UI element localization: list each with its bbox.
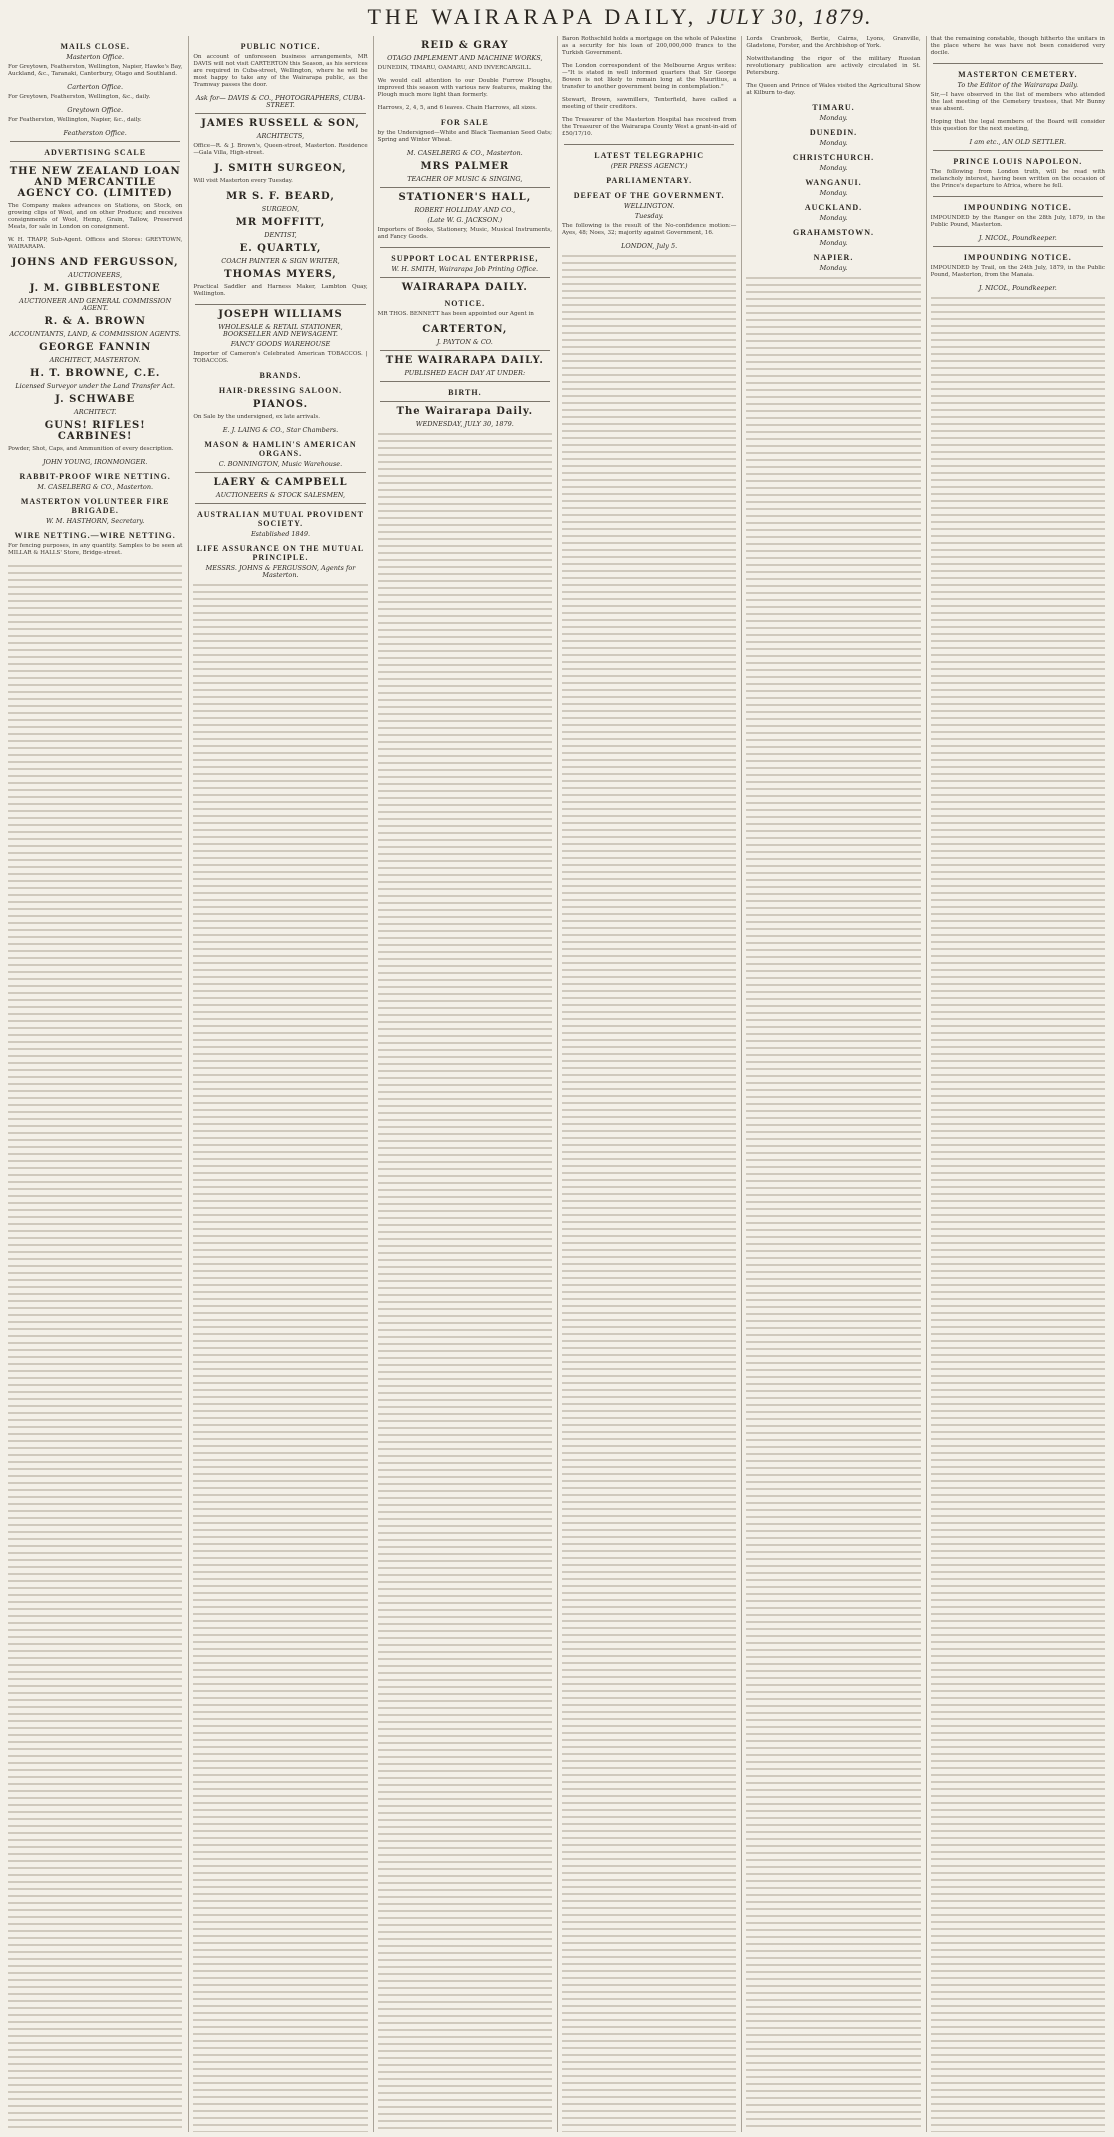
article-text: The following is the result of the No-confidence motion:—Ayes, 48; Noes, 32; majority against Government, 16. xyxy=(562,223,737,236)
subheading: Tuesday. xyxy=(634,212,664,220)
subheading: Ask for— DAVIS & CO., PHOTOGRAPHERS, CUBA-STREET. xyxy=(195,94,366,109)
heading: DEFEAT OF THE GOVERNMENT. xyxy=(573,191,725,200)
heading: WIRE NETTING.—WIRE NETTING. xyxy=(14,531,176,540)
subheading: J. NICOL, Poundkeeper. xyxy=(978,284,1057,292)
subheading: AUCTIONEERS, xyxy=(68,271,123,279)
column-rule xyxy=(933,150,1103,151)
article-text: IMPOUNDED by the Ranger on the 28th July, 1879, in the Public Pound, Masterton. xyxy=(930,215,1105,228)
heading: TIMARU. xyxy=(812,103,855,112)
subheading: Carterton Office. xyxy=(67,83,124,91)
column-rule xyxy=(380,187,550,188)
subheading: ARCHITECT. xyxy=(74,408,117,416)
heading: H. T. BROWNE, C.E. xyxy=(30,368,161,379)
heading: MR MOFFITT, xyxy=(235,217,326,228)
subheading: (PER PRESS AGENCY.) xyxy=(610,162,688,170)
column-rule xyxy=(933,196,1103,197)
column-rule xyxy=(380,401,550,402)
article-text: Baron Rothschild holds a mortgage on the whole of Palestine as a security for his loan of 200,000,000 francs to the Turkish Government. xyxy=(562,36,737,56)
article-text: The following from London truth, will be read with melancholy interest, having been written on the occasion of the Prince's departure to Africa, where he fell. xyxy=(930,169,1105,189)
article-text: W. H. TRAPP, Sub-Agent. Offices and Stores: GREYTOWN, WAIRARAPA. xyxy=(8,237,183,250)
heading: GRAHAMSTOWN. xyxy=(793,228,874,237)
subheading: ARCHITECTS, xyxy=(256,132,305,140)
subheading: Monday. xyxy=(819,139,848,147)
column-rule xyxy=(380,381,550,382)
subheading: Established 1849. xyxy=(250,530,311,538)
heading: PARLIAMENTARY. xyxy=(606,176,693,185)
subheading: SURGEON, xyxy=(261,205,300,213)
heading: BIRTH. xyxy=(448,388,482,397)
heading: CHRISTCHURCH. xyxy=(792,153,875,162)
heading: JOSEPH WILLIAMS xyxy=(218,309,343,320)
heading: R. & A. BROWN xyxy=(44,316,146,327)
heading: MAILS CLOSE. xyxy=(60,42,130,51)
heading: AUSTRALIAN MUTUAL PROVIDENT SOCIETY. xyxy=(196,510,364,528)
subheading: Monday. xyxy=(819,164,848,172)
column-rule xyxy=(564,144,734,145)
article-text: On Sale by the undersigned, ex late arrivals. xyxy=(193,414,320,420)
column-4 xyxy=(557,36,740,2132)
subheading: DENTIST, xyxy=(264,231,297,239)
heading: J. SMITH SURGEON, xyxy=(214,163,347,174)
heading: GUNS! RIFLES! CARBINES! xyxy=(44,420,146,442)
subheading: W. M. HASTHORN, Secretary. xyxy=(46,517,145,525)
text-texture xyxy=(931,295,1105,2132)
heading: THE NEW ZEALAND LOAN AND MERCANTILE AGENCY CO. (LIMITED) xyxy=(9,166,181,199)
subheading: WEDNESDAY, JULY 30, 1879. xyxy=(415,420,514,428)
masthead-date: JULY 30, 1879. xyxy=(706,4,873,29)
heading: PRINCE LOUIS NAPOLEON. xyxy=(953,157,1083,166)
article-text: The London correspondent of the Melbourne Argus writes:—"It is stated in well informed quarters that Sir George Bowen is not likely to remain long at the Mauritius, a transfer to another government being in contemplation." xyxy=(562,63,737,90)
column-rule xyxy=(380,350,550,351)
subheading: E. J. LAING & CO., Star Chambers. xyxy=(222,426,339,434)
heading: THE WAIRARAPA DAILY. xyxy=(385,355,544,366)
text-texture xyxy=(193,582,367,2132)
subheading: W. H. SMITH, Wairarapa Job Printing Office. xyxy=(391,265,539,273)
heading: MASON & HAMLIN'S AMERICAN ORGANS. xyxy=(204,440,357,458)
heading: JAMES RUSSELL & SON, xyxy=(201,118,360,129)
heading: MASTERTON VOLUNTEER FIRE BRIGADE. xyxy=(20,497,170,515)
heading: E. QUARTLY, xyxy=(239,243,322,254)
subheading: M. CASELBERG & CO., Masterton. xyxy=(406,149,523,157)
article-text: Practical Saddler and Harness Maker, Lambton Quay, Wellington. xyxy=(193,284,368,297)
subheading: TEACHER OF MUSIC & SINGING, xyxy=(407,175,523,183)
column-rule xyxy=(380,247,550,248)
text-texture xyxy=(378,431,552,2132)
subheading: PUBLISHED EACH DAY AT UNDER: xyxy=(404,369,526,377)
subheading: ARCHITECT, MASTERTON. xyxy=(49,356,141,364)
column-rule xyxy=(195,304,365,305)
article-text: Importer of Cameron's Celebrated American TOBACCOS. | TOBACCOS. xyxy=(193,351,368,364)
heading: MRS PALMER xyxy=(420,161,510,172)
column-rule xyxy=(10,161,180,162)
subheading: I am etc., AN OLD SETTLER. xyxy=(969,138,1067,146)
heading: PUBLIC NOTICE. xyxy=(240,42,321,51)
heading: The Wairarapa Daily. xyxy=(396,406,534,417)
article-text: Lords Cranbrook, Bertie, Cairns, Lyons, Granville, Gladstone, Forster, and the Archbishop of York. xyxy=(746,36,921,49)
article-text: For fencing purposes, in any quantity. Samples to be seen at MILLAR & HALLS' Store, Bridge-street. xyxy=(8,543,183,556)
article-text: IMPOUNDED by Trail, on the 24th July, 1879, in the Public Pound, Masterton, from the Manaia. xyxy=(930,265,1105,278)
heading: REID & GRAY xyxy=(421,40,509,51)
article-text: Importers of Books, Stationery, Music, Musical Instruments, and Fancy Goods. xyxy=(377,227,552,240)
heading: MR S. F. BEARD, xyxy=(226,191,335,202)
column-rule xyxy=(195,472,365,473)
article-text: We would call attention to our Double Furrow Ploughs, improved this season with various new features, making the Plough much more light than formerly. xyxy=(377,78,552,98)
column-5 xyxy=(741,36,924,2132)
column-rule xyxy=(380,277,550,278)
article-text: MR THOS. BENNETT has been appointed our Agent in xyxy=(377,311,534,317)
column-2 xyxy=(188,36,371,2132)
article-text: Harrows, 2, 4, 5, and 6 leaves. Chain Harrows, all sizes. xyxy=(377,105,537,111)
article-text: Stewart, Brown, sawmillers, Tenterfield, have called a meeting of their creditors. xyxy=(562,97,737,110)
subheading: MESSRS. JOHNS & FERGUSSON, Agents for Masterton. xyxy=(205,564,356,579)
column-rule xyxy=(195,113,365,114)
subheading: WHOLESALE & RETAIL STATIONER, BOOKSELLER AND NEWSAGENT. xyxy=(218,323,343,338)
masthead-title: THE WAIRARAPA DAILY, xyxy=(367,4,698,29)
subheading: Monday. xyxy=(819,114,848,122)
article-text: Will visit Masterton every Tuesday. xyxy=(193,178,293,184)
columns-container xyxy=(4,36,1110,2132)
article-text: The Queen and Prince of Wales visited the Agricultural Show at Kilburn to-day. xyxy=(746,83,921,96)
heading: NOTICE. xyxy=(444,299,486,308)
heading: MASTERTON CEMETERY. xyxy=(958,70,1078,79)
subheading: Monday. xyxy=(819,189,848,197)
heading: WANGANUI. xyxy=(805,178,862,187)
article-text: DUNEDIN, TIMARU, OAMARU, AND INVERCARGILL. xyxy=(377,65,532,71)
subheading: Licensed Surveyor under the Land Transfer Act. xyxy=(15,382,175,390)
heading: GEORGE FANNIN xyxy=(39,342,152,353)
subheading: ACCOUNTANTS, LAND, & COMMISSION AGENTS. xyxy=(9,330,181,338)
article-text: Hoping that the legal members of the Board will consider this question for the next meeting, xyxy=(930,119,1105,132)
article-text: For Featherston, Wellington, Napier, &c., daily. xyxy=(8,117,142,123)
heading: LIFE ASSURANCE ON THE MUTUAL PRINCIPLE. xyxy=(196,544,365,562)
subheading: LONDON, July 5. xyxy=(621,242,678,250)
heading: SUPPORT LOCAL ENTERPRISE, xyxy=(391,254,539,263)
article-text: For Greytown, Featherston, Wellington, &c., daily. xyxy=(8,94,151,100)
heading: J. M. GIBBLESTONE xyxy=(29,283,161,294)
column-rule xyxy=(933,63,1103,64)
article-text: Powder, Shot, Caps, and Ammunition of every description. xyxy=(8,446,174,452)
heading: LAERY & CAMPBELL xyxy=(213,477,348,488)
subheading: Greytown Office. xyxy=(67,106,124,114)
article-text: Office—R. & J. Brown's, Queen-street, Masterton. Residence—Gala Villa, High-street. xyxy=(193,143,368,156)
subheading: J. PAYTON & CO. xyxy=(436,338,493,346)
article-text: The Company makes advances on Stations, on Stock, on growing clips of Wool, and on other Produce; and receives consignments of Wool, Hemp, Grain, Tallow, Preserved Meats, for sale in London on consignment. xyxy=(8,203,183,230)
column-rule xyxy=(933,246,1103,247)
heading: IMPOUNDING NOTICE. xyxy=(963,253,1072,262)
subheading: Monday. xyxy=(819,264,848,272)
subheading: OTAGO IMPLEMENT AND MACHINE WORKS, xyxy=(387,54,543,62)
heading: DUNEDIN. xyxy=(809,128,858,137)
heading: PIANOS. xyxy=(252,399,309,410)
subheading: AUCTIONEER AND GENERAL COMMISSION AGENT. xyxy=(19,297,172,312)
heading: JOHNS AND FERGUSSON, xyxy=(11,257,179,268)
subheading: JOHN YOUNG, IRONMONGER. xyxy=(43,458,148,466)
article-text: On account of unforeseen business arrangements, MR DAVIS will not visit CARTERTON this Season, as his services are required in Cuba-street, Wellington, where he will be most happy to take any of the Wairarapa public, as the Tramway passes the door. xyxy=(193,54,368,88)
heading: ADVERTISING SCALE xyxy=(44,148,147,157)
heading: THOMAS MYERS, xyxy=(224,269,337,280)
heading: CARTERTON, xyxy=(422,324,508,335)
subheading: C. BONNINGTON, Music Warehouse. xyxy=(218,460,343,468)
article-text: Sir,—I have observed in the list of members who attended the last meeting of the Cemetery trustees, that Mr Bunny was absent. xyxy=(930,92,1105,112)
subheading: Featherston Office. xyxy=(63,129,127,137)
subheading: Monday. xyxy=(819,239,848,247)
heading: BRANDS. xyxy=(259,371,302,380)
subheading: ROBERT HOLLIDAY AND CO., xyxy=(414,206,516,214)
text-texture xyxy=(8,563,182,2132)
article-text: The Treasurer of the Masterton Hospital has received from the Treasurer of the Wairarapa County West a grant-in-aid of £50/17/10. xyxy=(562,117,737,137)
article-text: by the Undersigned—White and Black Tasmanian Seed Oats; Spring and Winter Wheat. xyxy=(377,130,552,143)
heading: IMPOUNDING NOTICE. xyxy=(963,203,1072,212)
text-texture xyxy=(746,275,920,2132)
heading: FOR SALE xyxy=(440,118,489,127)
subheading: To the Editor of the Wairarapa Daily. xyxy=(957,81,1079,89)
column-1 xyxy=(4,36,186,2132)
text-texture xyxy=(562,253,736,2132)
column-3 xyxy=(373,36,556,2132)
heading: HAIR-DRESSING SALOON. xyxy=(218,386,343,395)
heading: RABBIT-PROOF WIRE NETTING. xyxy=(19,472,171,481)
column-rule xyxy=(10,141,180,142)
subheading: WELLINGTON. xyxy=(623,202,675,210)
subheading: J. NICOL, Poundkeeper. xyxy=(978,234,1057,242)
subheading: M. CASELBERG & CO., Masterton. xyxy=(37,483,154,491)
subheading: FANCY GOODS WAREHOUSE xyxy=(230,340,331,348)
heading: J. SCHWABE xyxy=(55,394,136,405)
heading: AUCKLAND. xyxy=(804,203,863,212)
heading: NAPIER. xyxy=(813,253,854,262)
subheading: (Late W. G. JACKSON.) xyxy=(427,216,503,224)
column-6 xyxy=(926,36,1109,2132)
subheading: COACH PAINTER & SIGN WRITER, xyxy=(221,257,340,265)
masthead xyxy=(340,4,900,30)
heading: WAIRARAPA DAILY. xyxy=(401,282,528,293)
subheading: Masterton Office. xyxy=(66,53,125,61)
column-rule xyxy=(195,503,365,504)
heading: STATIONER'S HALL, xyxy=(398,192,532,203)
subheading: AUCTIONEERS & STOCK SALESMEN, xyxy=(215,491,346,499)
heading: LATEST TELEGRAPHIC xyxy=(594,151,705,160)
article-text: that the remaining constable, though hitherto the unitars in the place where he was have not been considered very docile. xyxy=(930,36,1105,56)
article-text: Notwithstanding the rigor of the military Russian revolutionary publication are actively circulated in St. Petersburg. xyxy=(746,56,921,76)
subheading: Monday. xyxy=(819,214,848,222)
article-text: For Greytown, Featherston, Wellington, Napier, Hawke's Bay, Auckland, &c., Taranaki, Canterbury, Otago and Southland. xyxy=(8,64,183,77)
